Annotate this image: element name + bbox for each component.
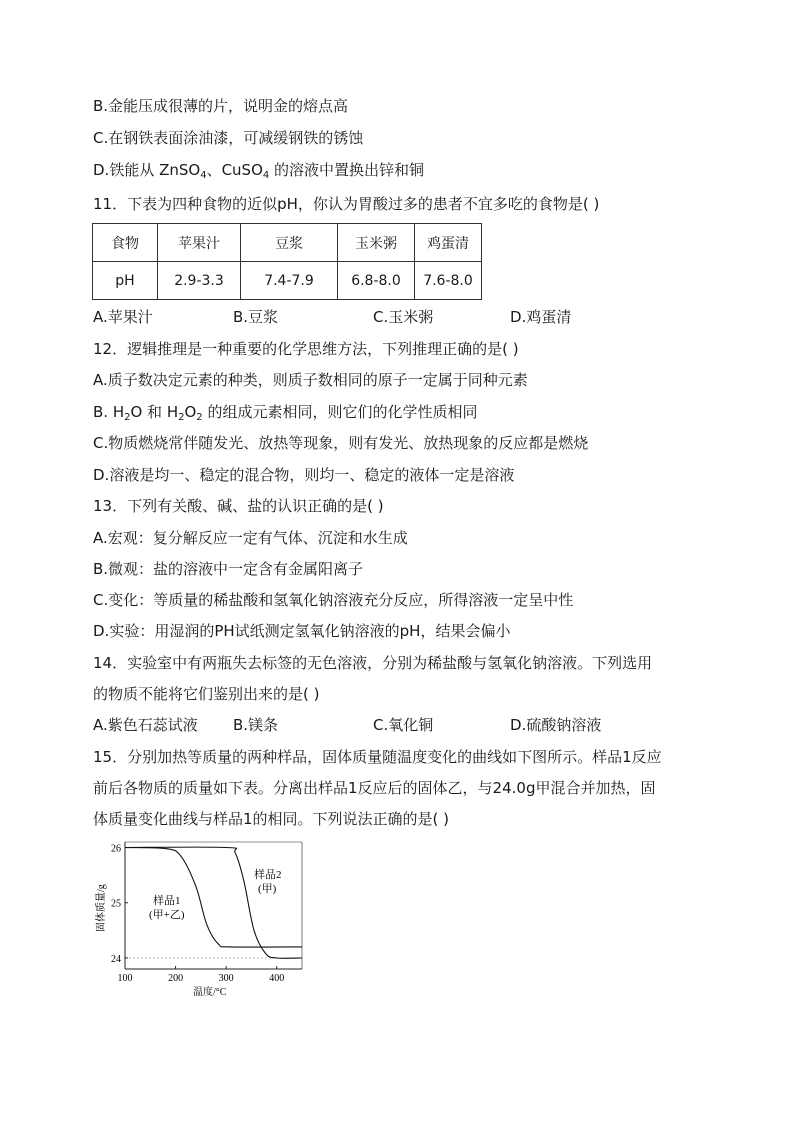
table-header-cell: 苹果汁 xyxy=(158,224,241,262)
sample2-label: 样品2 xyxy=(254,869,282,881)
x-tick-label: 300 xyxy=(218,973,234,984)
series-sample2-line xyxy=(125,847,302,958)
table-cell: 6.8-8.0 xyxy=(338,262,415,300)
sample1-sublabel: (甲+乙) xyxy=(149,909,185,921)
q12-option-b: B. $H_2O$ 和 $H_2O_2$ 的组成元素相同，则它们的化学性质相同 xyxy=(93,403,478,423)
q14-option-d: D.硫酸钠溶液 xyxy=(510,716,602,734)
y-axis-label: 固体质量/g xyxy=(96,884,107,932)
q13-option-b: B.微观：盐的溶液中一定含有金属阳离子 xyxy=(93,560,364,578)
q15-stem-line3: 体质量变化曲线与样品1的相同。下列说法正确的是( ) xyxy=(93,810,450,828)
q13-option-d: D.实验：用湿润的PH试纸测定氢氧化钠溶液的pH，结果会偏小 xyxy=(93,622,511,640)
q13-option-a: A.宏观：复分解反应一定有气体、沉淀和水生成 xyxy=(93,529,408,547)
q11-option-c: C.玉米粥 xyxy=(373,308,434,326)
q14-option-b: B.镁条 xyxy=(233,716,279,734)
table-header-cell: 食物 xyxy=(93,224,158,262)
q14-option-c: C.氧化铜 xyxy=(373,716,434,734)
q15-stem-line1: 15．分别加热等质量的两种样品，固体质量随温度变化的曲线如下图所示。样品1反应 xyxy=(93,748,662,766)
ph-table xyxy=(92,223,482,300)
q12-option-d: D.溶液是均一、稳定的混合物，则均一、稳定的液体一定是溶液 xyxy=(93,466,515,484)
q13-stem: 13．下列有关酸、碱、盐的认识正确的是( ) xyxy=(93,497,384,515)
q11-stem: 11．下表为四种食物的近似pH，你认为胃酸过多的患者不宜多吃的食物是( ) xyxy=(93,195,600,213)
q12-stem: 12．逻辑推理是一种重要的化学思维方法，下列推理正确的是( ) xyxy=(93,340,519,358)
q10-option-c: C.在钢铁表面涂油漆，可减缓钢铁的锈蚀 xyxy=(93,129,364,147)
q10-option-d: D.铁能从 ZnSO$_4$、CuSO$_4$ 的溶液中置换出锌和铜 xyxy=(93,161,425,181)
table-header-cell: 鸡蛋清 xyxy=(415,224,482,262)
table-row-label: pH xyxy=(93,262,158,300)
table-row xyxy=(93,262,482,300)
x-tick-label: 400 xyxy=(269,973,285,984)
q11-option-d: D.鸡蛋清 xyxy=(510,308,572,326)
q10-option-b: B.金能压成很薄的片，说明金的熔点高 xyxy=(93,97,349,115)
q14-stem-line2: 的物质不能将它们鉴别出来的是( ) xyxy=(93,685,320,703)
x-tick-label: 100 xyxy=(117,973,133,984)
x-tick-label: 200 xyxy=(168,973,184,984)
y-tick-label: 26 xyxy=(111,843,121,855)
q15-stem-line2: 前后各物质的质量如下表。分离出样品1反应后的固体乙，与24.0g甲混合并加热，固 xyxy=(93,779,656,797)
table-header-row xyxy=(93,224,482,262)
q14-stem-line1: 14．实验室中有两瓶失去标签的无色溶液，分别为稀盐酸与氢氧化钠溶液。下列选用 xyxy=(93,654,653,672)
y-tick-label: 24 xyxy=(111,953,121,965)
table-cell: 7.6-8.0 xyxy=(415,262,482,300)
table-header-cell: 玉米粥 xyxy=(338,224,415,262)
q12-option-c: C.物质燃烧常伴随发光、放热等现象，则有发光、放热现象的反应都是燃烧 xyxy=(93,434,589,452)
q11-option-b: B.豆浆 xyxy=(233,308,279,326)
x-axis-label: 温度/°C xyxy=(193,987,227,998)
mass-temperature-chart xyxy=(90,832,320,1002)
sample2-sublabel: (甲) xyxy=(258,883,277,895)
q11-option-a: A.苹果汁 xyxy=(93,308,153,326)
table-cell: 2.9-3.3 xyxy=(158,262,241,300)
sample1-label: 样品1 xyxy=(153,895,181,907)
table-cell: 7.4-7.9 xyxy=(241,262,338,300)
q14-option-a: A.紫色石蕊试液 xyxy=(93,716,198,734)
series-sample1-line xyxy=(125,848,302,948)
y-tick-label: 25 xyxy=(111,898,121,910)
q13-option-c: C.变化：等质量的稀盐酸和氢氧化钠溶液充分反应，所得溶液一定呈中性 xyxy=(93,591,574,609)
table-header-cell: 豆浆 xyxy=(241,224,338,262)
q12-option-a: A.质子数决定元素的种类，则质子数相同的原子一定属于同种元素 xyxy=(93,371,528,389)
chart-svg xyxy=(90,832,320,1002)
